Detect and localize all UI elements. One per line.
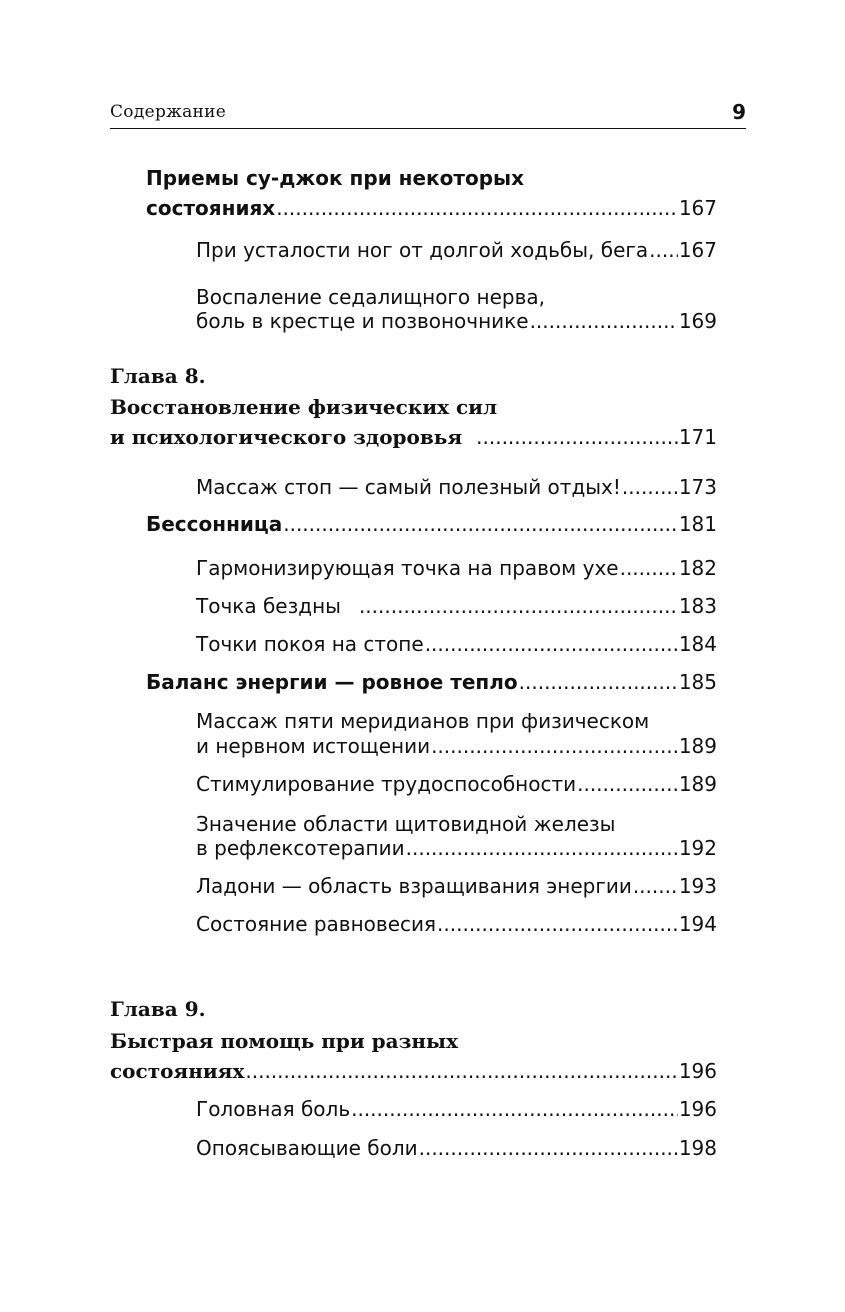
toc-entry[interactable] xyxy=(196,1097,717,1127)
chapter-title: и психологического здоровья xyxy=(110,425,463,449)
toc-entry[interactable] xyxy=(146,196,717,226)
dot-leader xyxy=(431,734,678,758)
toc-page-number: 193 xyxy=(678,874,717,898)
toc-page-number: 185 xyxy=(678,670,717,694)
toc-page-number: 181 xyxy=(678,512,717,536)
dot-leader xyxy=(620,556,678,580)
toc-entry[interactable] xyxy=(196,912,717,942)
toc-entry-title: Массаж стоп — самый полезный отдых! xyxy=(196,475,621,499)
dot-leader xyxy=(283,512,678,536)
toc-entry-title: При усталости ног от долгой ходьбы, бега xyxy=(196,238,649,262)
toc-entry[interactable] xyxy=(196,475,717,505)
dot-leader xyxy=(476,425,678,449)
toc-entry-title: Опоясывающие боли xyxy=(196,1136,418,1160)
toc-entry[interactable] xyxy=(196,594,717,624)
toc-entry[interactable] xyxy=(196,309,717,339)
toc-page-number: 167 xyxy=(678,196,717,220)
dot-leader xyxy=(245,1059,677,1083)
toc-entry-title-line: Значение области щитовидной железы xyxy=(196,812,616,836)
toc-page-number: 189 xyxy=(678,772,717,796)
chapter-title: состояниях xyxy=(110,1059,245,1083)
dot-leader xyxy=(622,475,678,499)
dot-leader xyxy=(419,1136,678,1160)
toc-entry-title: в рефлексотерапии xyxy=(196,836,405,860)
toc-entry[interactable] xyxy=(146,670,717,700)
toc-entry[interactable] xyxy=(196,772,717,802)
dot-leader xyxy=(530,309,678,333)
toc-entry-title: Точка бездны xyxy=(196,594,341,618)
dot-leader xyxy=(359,594,678,618)
toc-chapter-entry[interactable] xyxy=(110,425,717,455)
toc-page-number: 184 xyxy=(678,632,717,656)
header-page-number: 9 xyxy=(732,100,746,124)
toc-page-number: 196 xyxy=(678,1059,717,1083)
toc-page-number: 192 xyxy=(678,836,717,860)
toc-page-number: 171 xyxy=(678,425,717,449)
header-title: Содержание xyxy=(110,102,227,122)
toc-entry-title: боль в крестце и позвоночнике xyxy=(196,309,529,333)
toc-chapter-entry[interactable] xyxy=(110,1059,717,1089)
dot-leader xyxy=(577,772,678,796)
toc-page-number: 182 xyxy=(678,556,717,580)
toc-entry-title: Точки покоя на стопе xyxy=(196,632,424,656)
running-header xyxy=(110,100,746,129)
toc-page-number: 173 xyxy=(678,475,717,499)
toc-entry-title: Баланс энергии — ровное тепло xyxy=(146,670,518,694)
toc-entry-title: Состояние равновесия xyxy=(196,912,437,936)
toc-entry[interactable] xyxy=(196,632,717,662)
toc-entry-title: и нервном истощении xyxy=(196,734,431,758)
toc-entry-title: Бессонница xyxy=(146,512,283,536)
chapter-label: Глава 8. xyxy=(110,364,206,388)
toc-page-number: 169 xyxy=(678,309,717,333)
dot-leader xyxy=(649,238,678,262)
chapter-title-line: Восстановление физических сил xyxy=(110,395,498,419)
toc-page-number: 167 xyxy=(678,238,717,262)
toc-entry[interactable] xyxy=(196,238,717,268)
toc-entry-title: Ладони — область взращивания энергии xyxy=(196,874,632,898)
toc-entry[interactable] xyxy=(196,836,717,866)
toc-entry-title: Стимулирование трудоспособности xyxy=(196,772,577,796)
dot-leader xyxy=(351,1097,678,1121)
toc-page-number: 189 xyxy=(678,734,717,758)
toc-section-title-line: Приемы су-джок при некоторых xyxy=(146,166,524,190)
toc-page-number: 196 xyxy=(678,1097,717,1121)
chapter-label: Глава 9. xyxy=(110,997,206,1021)
dot-leader xyxy=(519,670,678,694)
toc-page-number: 183 xyxy=(678,594,717,618)
toc-entry-title: Гармонизирующая точка на правом ухе xyxy=(196,556,619,580)
toc-entry[interactable] xyxy=(146,512,717,542)
chapter-title-line: Быстрая помощь при разных xyxy=(110,1029,458,1053)
toc-entry[interactable] xyxy=(196,556,717,586)
toc-entry-title-line: Воспаление седалищного нерва, xyxy=(196,285,546,309)
toc-page-number: 198 xyxy=(678,1136,717,1160)
dot-leader xyxy=(406,836,678,860)
toc-entry[interactable] xyxy=(196,734,717,764)
toc-entry[interactable] xyxy=(196,874,717,904)
dot-leader xyxy=(437,912,678,936)
dot-leader xyxy=(633,874,678,898)
toc-entry[interactable] xyxy=(196,1136,717,1166)
toc-entry-title: состояниях xyxy=(146,196,276,220)
toc-entry-title: Головная боль xyxy=(196,1097,351,1121)
toc-entry-title-line: Массаж пяти меридианов при физическом xyxy=(196,709,650,733)
dot-leader xyxy=(425,632,678,656)
dot-leader xyxy=(276,196,678,220)
toc-page-number: 194 xyxy=(678,912,717,936)
